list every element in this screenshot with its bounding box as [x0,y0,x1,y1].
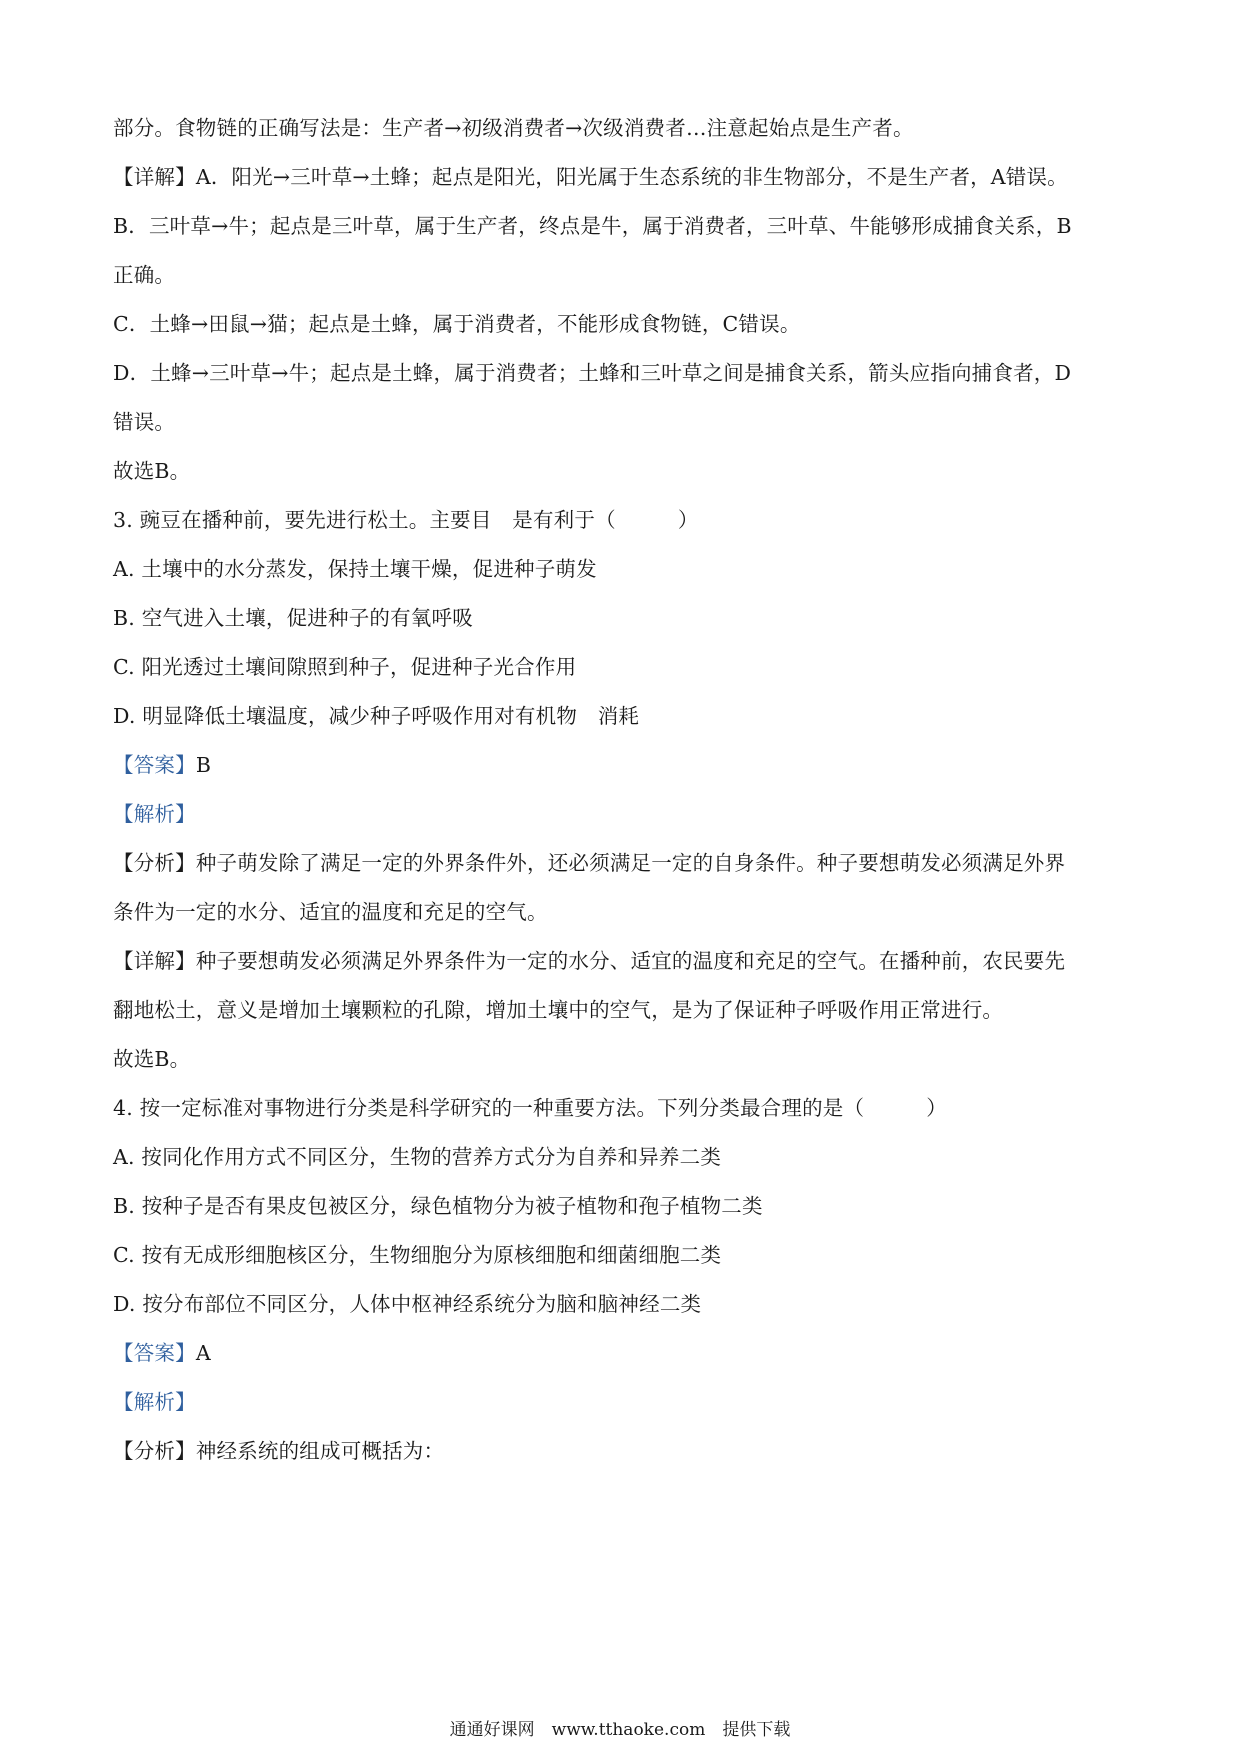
text-line: B．三叶草→牛；起点是三叶草，属于生产者，终点是牛，属于消费者，三叶草、牛能够形成捕食关系，B [113,214,1072,238]
fenxi-tag: 【分析】 [113,851,196,875]
answer-tag: 【答案】 [113,1341,196,1365]
detail-tag: 【详解】 [113,165,196,189]
conclusion-line: 故选B。 [113,459,191,483]
document-body [113,104,1133,1476]
question-3-xiangjie-cont: 翻地松土，意义是增加土壤颗粒的孔隙，增加土壤中的空气，是为了保证种子呼吸作用正常进行。 [113,998,1004,1022]
question-3-option-b: B. 空气进入土壤，促进种子的有氧呼吸 [113,606,473,630]
question-3-stem: 3. 豌豆在播种前，要先进行松土。主要目 是有利于（ ） [113,508,699,532]
question-4-option-a: A. 按同化作用方式不同区分，生物的营养方式分为自养和异养二类 [113,1145,722,1169]
analysis-tag: 【解析】 [113,802,196,826]
question-4-stem: 4. 按一定标准对事物进行分类是科学研究的一种重要方法。下列分类最合理的是（ ） [113,1096,947,1120]
text-line: 【详解】A．阳光→三叶草→土蜂；起点是阳光，阳光属于生态系统的非生物部分，不是生产者，A错误。 [113,165,1068,189]
text-line: 错误。 [113,410,176,434]
question-3-answer: 【答案】B [113,753,212,777]
question-3-conclusion: 故选B。 [113,1047,191,1071]
question-4-answer: 【答案】A [113,1341,211,1365]
question-4-analysis-heading [113,1378,1133,1427]
text-line: 正确。 [113,263,176,287]
question-4-option-c: C. 按有无成形细胞核区分，生物细胞分为原核细胞和细菌细胞二类 [113,1243,722,1267]
question-3-fenxi: 【分析】种子萌发除了满足一定的外界条件外，还必须满足一定的自身条件。种子要想萌发必须满足外界 [113,851,1066,875]
question-3-fenxi-cont: 条件为一定的水分、适宜的温度和充足的空气。 [113,900,548,924]
question-3-option-d: D. 明显降低土壤温度，减少种子呼吸作用对有机物 消耗 [113,704,640,728]
question-3-analysis-heading [113,790,1133,839]
page-footer [0,1718,1240,1742]
text-line: 部分。食物链的正确写法是：生产者→初级消费者→次级消费者…注意起始点是生产者。 [113,116,914,140]
analysis-tag: 【解析】 [113,1390,196,1414]
text-line: D．土蜂→三叶草→牛；起点是土蜂，属于消费者；土蜂和三叶草之间是捕食关系，箭头应指向捕食者，D [113,361,1072,385]
text-line: C．土蜂→田鼠→猫；起点是土蜂，属于消费者，不能形成食物链，C错误。 [113,312,801,336]
answer-tag: 【答案】 [113,753,196,777]
question-3-xiangjie: 【详解】种子要想萌发必须满足外界条件为一定的水分、适宜的温度和充足的空气。在播种前，农民要先 [113,949,1066,973]
question-3-option-a: A. 土壤中的水分蒸发，保持土壤干燥，促进种子萌发 [113,557,597,581]
detail-tag: 【详解】 [113,949,196,973]
question-4-option-d: D. 按分布部位不同区分，人体中枢神经系统分为脑和脑神经二类 [113,1292,702,1316]
question-4-option-b: B. 按种子是否有果皮包被区分，绿色植物分为被子植物和孢子植物二类 [113,1194,763,1218]
question-3-option-c: C. 阳光透过土壤间隙照到种子，促进种子光合作用 [113,655,577,679]
footer-text: 通通好课网 www.tthaoke.com 提供下载 [449,1720,791,1740]
question-4-fenxi: 【分析】神经系统的组成可概括为： [113,1439,445,1463]
fenxi-tag: 【分析】 [113,1439,196,1463]
